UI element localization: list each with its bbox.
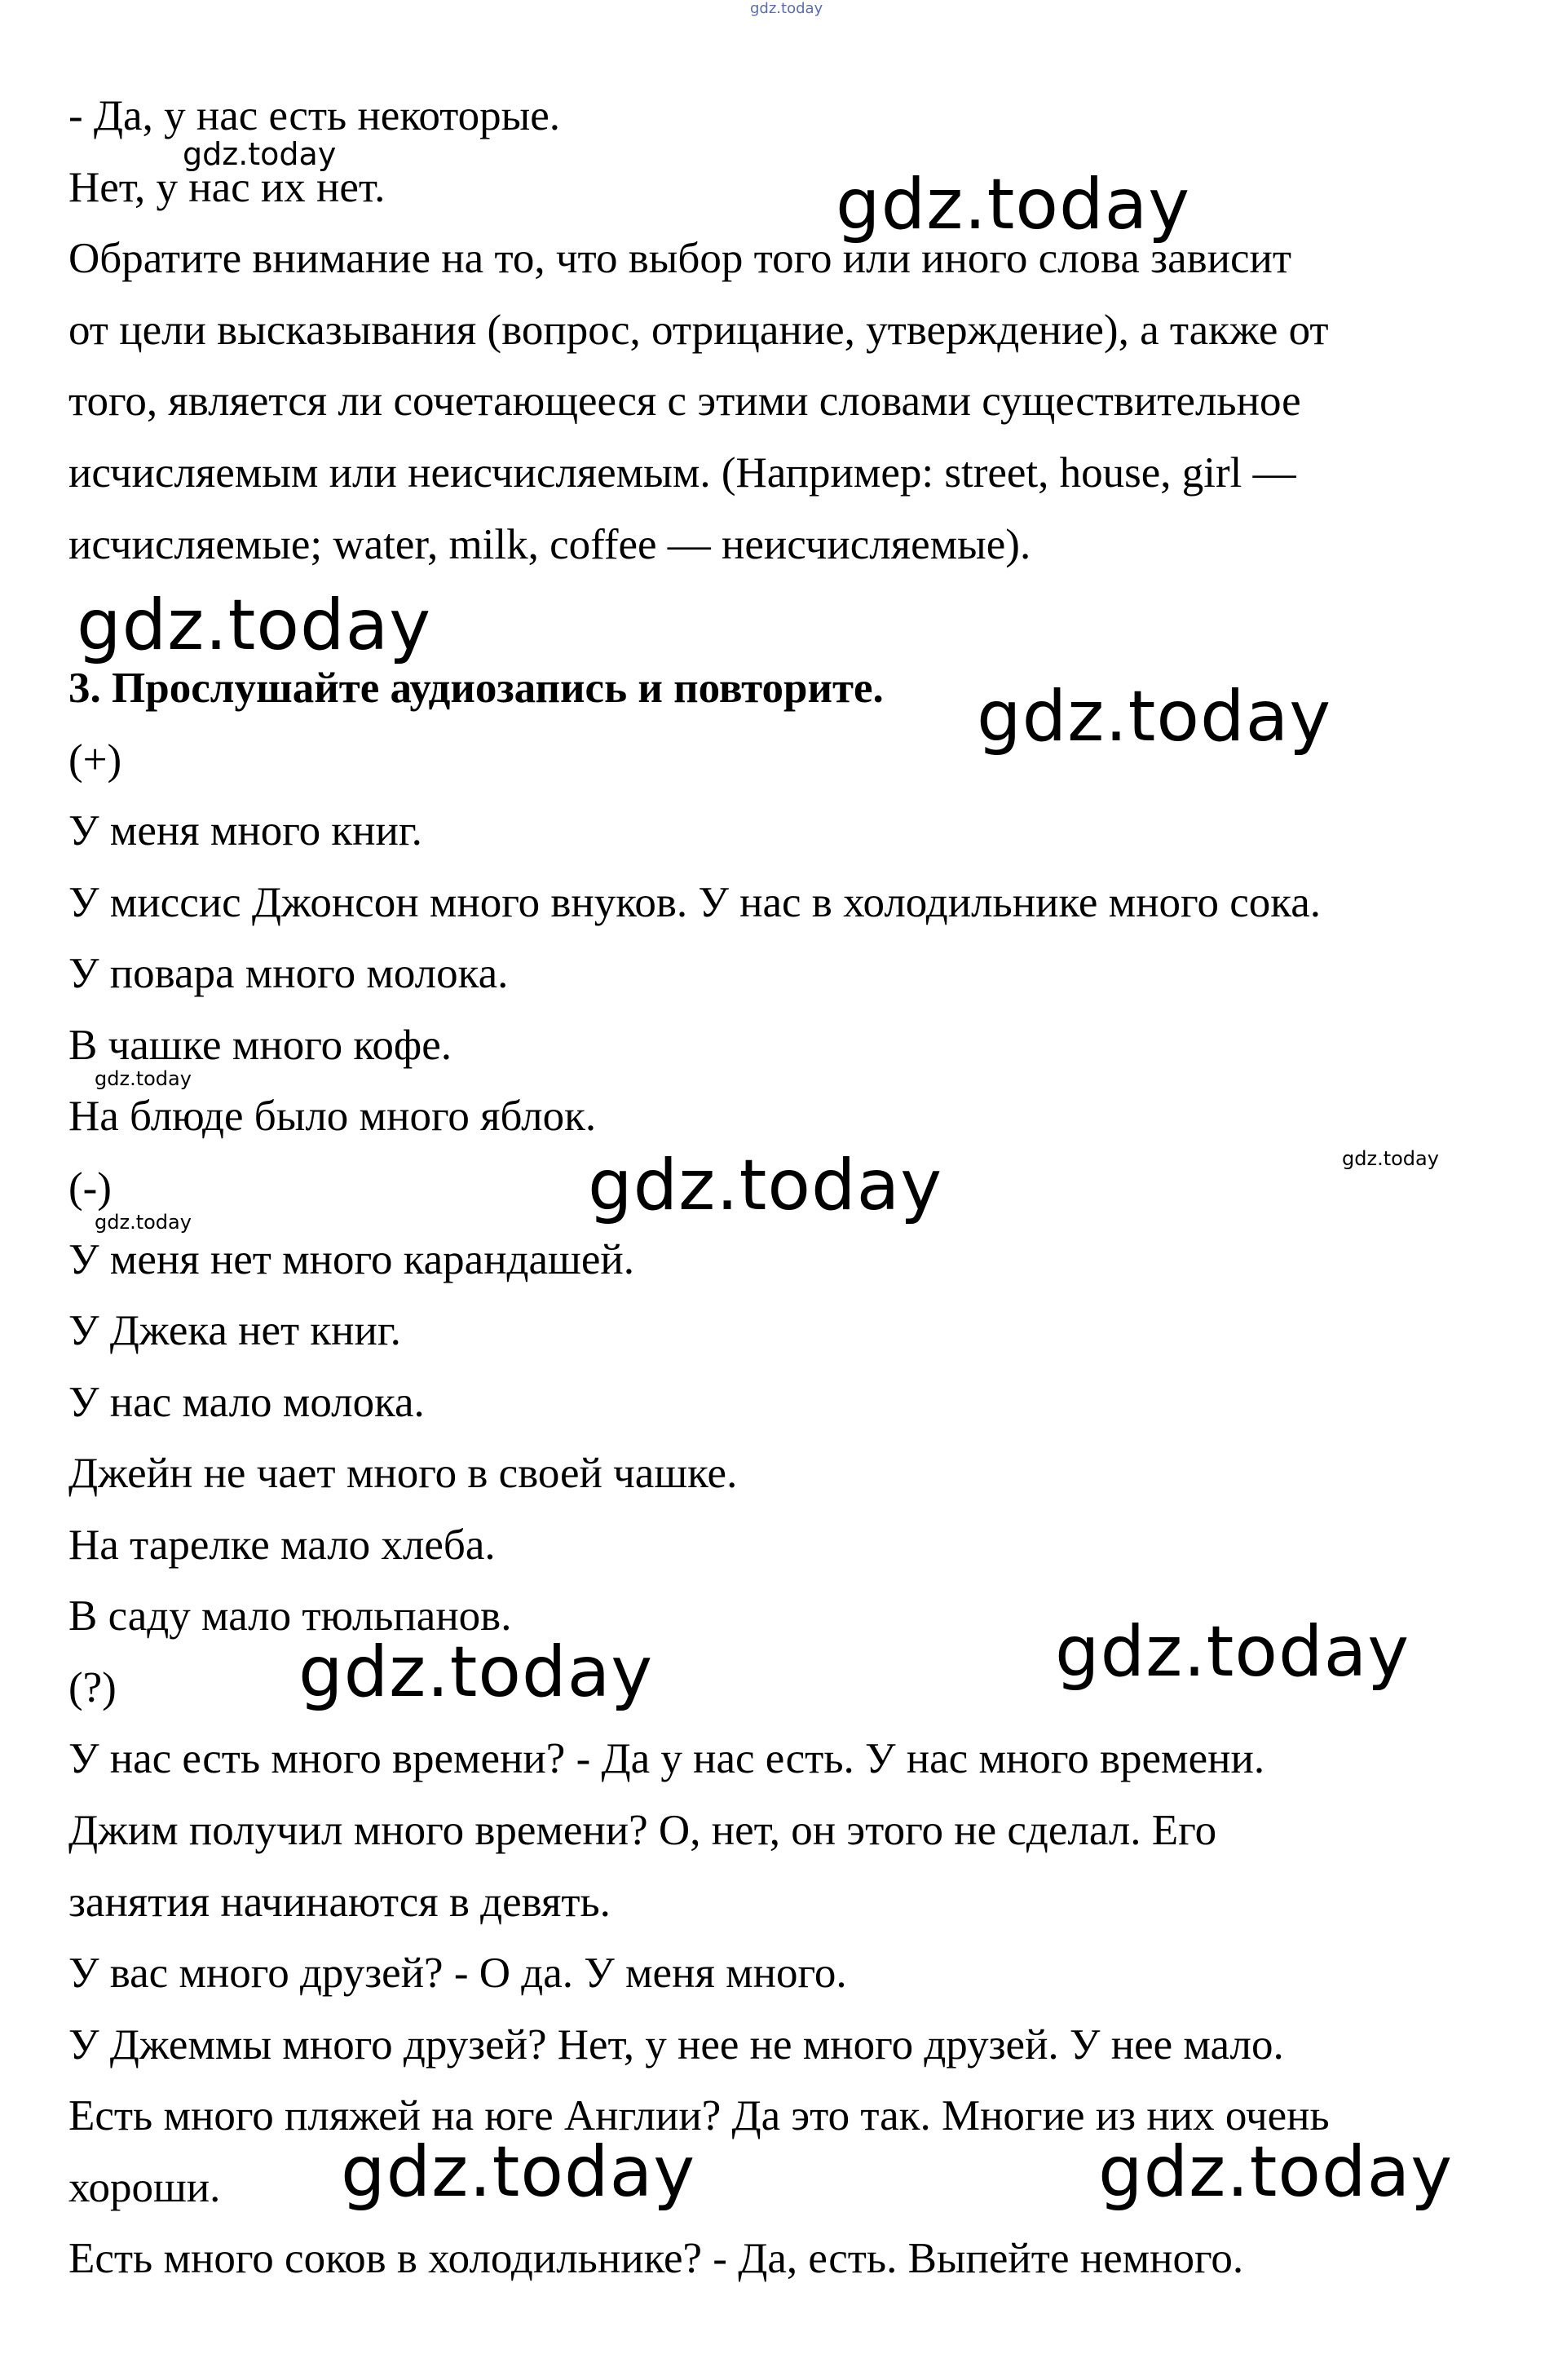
text-line-7: исчисляемые; water, milk, coffee — неисчисляемые). <box>68 521 1031 568</box>
watermark-4: gdz.today <box>588 1145 943 1226</box>
text-line-26: У вас много друзей? - О да. У меня много. <box>68 1949 847 1997</box>
text-line-29: хороши. <box>68 2164 221 2211</box>
watermark-3: gdz.today <box>977 676 1332 757</box>
text-line-10: У меня много книг. <box>68 807 422 854</box>
text-line-18: У нас мало молока. <box>68 1379 425 1426</box>
text-line-17: У Джека нет книг. <box>68 1307 401 1354</box>
text-line-30: Есть много соков в холодильнике? - Да, есть. Выпейте немного. <box>68 2235 1244 2282</box>
text-line-5: того, является ли сочетающееся с этими словами существительное <box>68 378 1301 425</box>
watermark-2: gdz.today <box>77 585 432 666</box>
marker-positive: (+) <box>68 736 122 784</box>
text-line-12: У повара много молока. <box>68 950 509 997</box>
text-line-23: У нас есть много времени? - Да у нас есть. У нас много времени. <box>68 1735 1265 1782</box>
watermark-tiny-1: gdz.today <box>95 1067 192 1090</box>
watermark-tiny-2: gdz.today <box>1342 1147 1439 1170</box>
text-line-27: У Джеммы много друзей? Нет, у нее не много друзей. У нее мало. <box>68 2021 1284 2069</box>
text-line-11: У миссис Джонсон много внуков. У нас в холодильнике много сока. <box>68 879 1321 926</box>
watermark-8: gdz.today <box>1098 2131 1454 2213</box>
watermark-6: gdz.today <box>1055 1611 1410 1693</box>
text-line-2: Нет, у нас их нет. <box>68 164 386 211</box>
text-line-4: от цели высказывания (вопрос, отрицание, утверждение), а также от <box>68 307 1329 354</box>
watermark-top: gdz.today <box>750 0 823 17</box>
text-line-25: занятия начинаются в девять. <box>68 1879 611 1926</box>
marker-negative: (-) <box>68 1164 112 1212</box>
section-heading: 3. Прослушайте аудиозапись и повторите. <box>68 665 884 712</box>
text-line-21: В саду мало тюльпанов. <box>68 1592 512 1640</box>
text-line-19: Джейн не чает много в своей чашке. <box>68 1450 738 1497</box>
text-line-28: Есть много пляжей на юге Англии? Да это так. Многие из них очень <box>68 2092 1330 2139</box>
text-line-14: На блюде было много яблок. <box>68 1093 597 1140</box>
watermark-1: gdz.today <box>836 164 1191 245</box>
text-line-3: Обратите внимание на то, что выбор того или иного слова зависит <box>68 235 1292 282</box>
text-line-24: Джим получил много времени? О, нет, он этого не сделал. Его <box>68 1807 1217 1854</box>
text-line-6: исчисляемым или неисчисляемым. (Например: street, house, girl — <box>68 449 1296 497</box>
watermark-tiny-3: gdz.today <box>95 1211 192 1234</box>
text-line-13: В чашке много кофе. <box>68 1022 452 1069</box>
watermark-small-1: gdz.today <box>183 136 337 172</box>
watermark-7: gdz.today <box>341 2131 696 2213</box>
text-line-16: У меня нет много карандашей. <box>68 1236 634 1283</box>
watermark-5: gdz.today <box>298 1632 654 1713</box>
text-line-1: - Да, у нас есть некоторые. <box>68 92 561 139</box>
text-line-20: На тарелке мало хлеба. <box>68 1521 496 1569</box>
marker-question: (?) <box>68 1664 117 1711</box>
